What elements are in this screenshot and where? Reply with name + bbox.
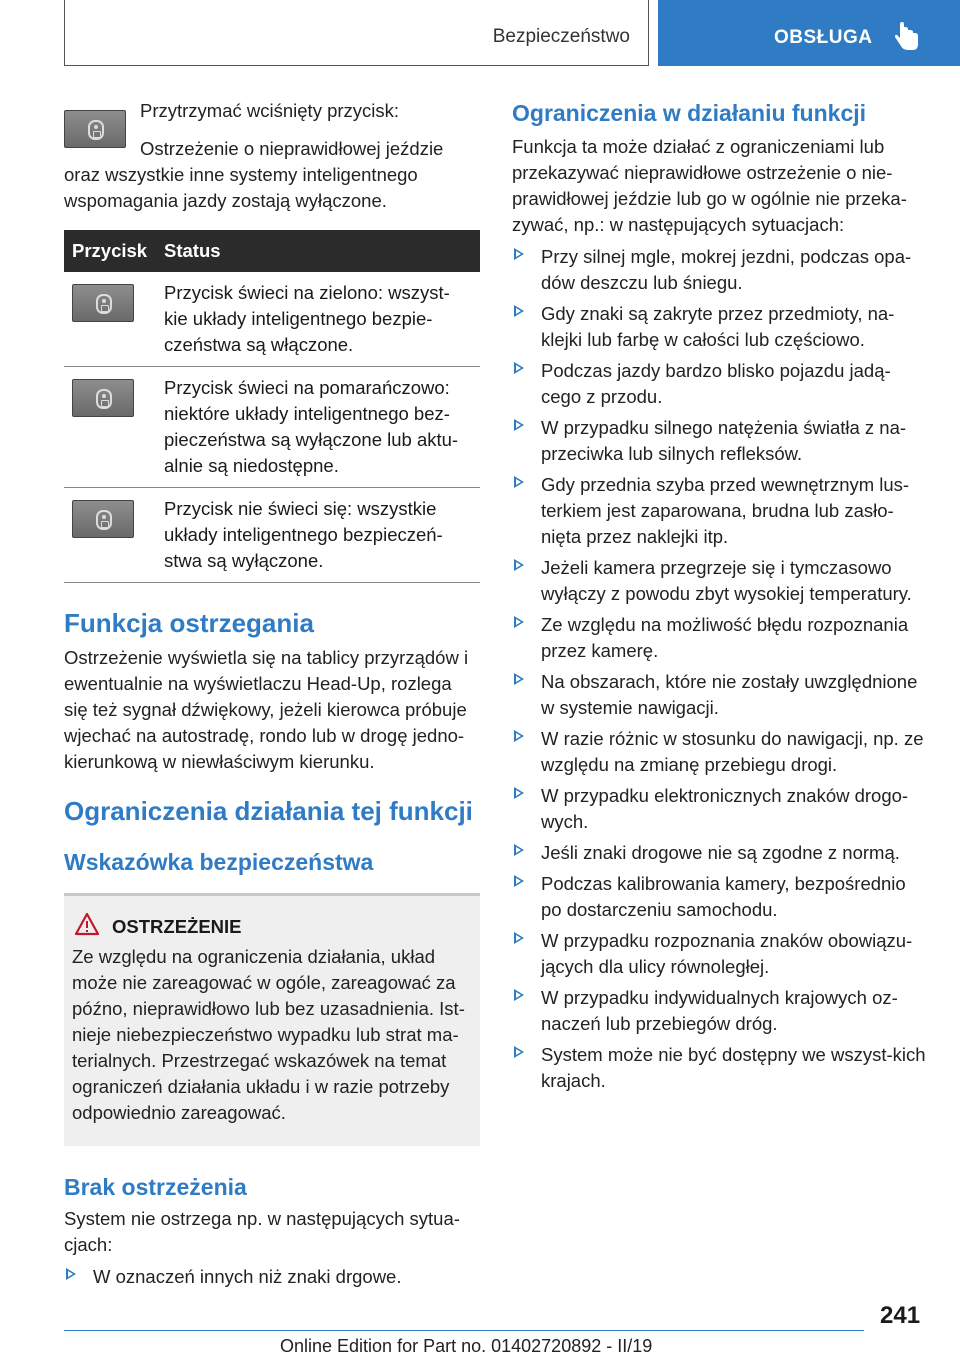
heading-brak-ostrzezenia: Brak ostrzeżenia bbox=[64, 1174, 247, 1200]
column-header-status: Status bbox=[156, 230, 480, 272]
bullet-arrow-icon bbox=[66, 1268, 76, 1280]
section-title: Bezpieczeństwo bbox=[492, 26, 630, 47]
list-item: W przypadku elektronicznych znaków drogo-wych. bbox=[512, 783, 928, 835]
hold-instruction bbox=[64, 98, 480, 230]
left-column bbox=[64, 98, 480, 1295]
list-item: W przypadku silnego natężenia światła z na-przeciwka lub silnych refleksów. bbox=[512, 415, 928, 467]
list-item: Przy silnej mgle, mokrej jezdni, podczas opa-dów deszczu lub śniegu. bbox=[512, 244, 928, 296]
status-text: Przycisk nie świeci się: wszystkie układy inteligentnego bezpieczeń-stwa są wyłączone. bbox=[156, 488, 480, 583]
bullet-arrow-icon bbox=[514, 419, 524, 431]
bullet-arrow-icon bbox=[514, 673, 524, 685]
column-header-przycisk: Przycisk bbox=[64, 230, 156, 272]
table-row bbox=[64, 488, 480, 583]
assist-button-off-icon bbox=[72, 500, 134, 538]
bullet-arrow-icon bbox=[514, 730, 524, 742]
warning-text: Ze względu na ograniczenia działania, układ może nie zareagować w ogóle, zareagować za późno, nieprawidłowo lub bez uzasadnienia. Ist-nieje niebezpieczeństwo wypadku lub strat ma-terialnych. Przestrzegać wskazówek na temat ograniczeń działania układu i w razie potrzeby odpowiednio zareagować. bbox=[72, 946, 465, 1123]
bullet-arrow-icon bbox=[514, 305, 524, 317]
paragraph-brak: System nie ostrzega np. w następujących sytua-cjach: bbox=[64, 1208, 460, 1255]
list-item: Ze względu na możliwość błędu rozpoznania przez kamerę. bbox=[512, 612, 928, 664]
page-number: 241 bbox=[880, 1302, 921, 1329]
list-item: W razie różnic w stosunku do nawigacji, np. ze względu na zmianę przebiegu drogi. bbox=[512, 726, 928, 778]
heading-ograniczenia: Ograniczenia działania tej funkcji bbox=[64, 796, 473, 826]
hold-label: Przytrzymać wciśnięty przycisk: bbox=[140, 100, 400, 121]
list-item: Podczas jazdy bardzo blisko pojazdu jadą-cego z przodu. bbox=[512, 358, 928, 410]
bullet-arrow-icon bbox=[514, 932, 524, 944]
bullet-arrow-icon bbox=[514, 875, 524, 887]
bullet-arrow-icon bbox=[514, 616, 524, 628]
warning-triangle-icon bbox=[74, 912, 100, 936]
list-item: Na obszarach, które nie zostały uwzględnione w systemie nawigacji. bbox=[512, 669, 928, 721]
status-text: Przycisk świeci na pomarańczowo: niektóre układy inteligentnego bez-pieczeństwa są wyłączone lub aktu-alnie są niedostępne. bbox=[156, 367, 480, 488]
bullet-arrow-icon bbox=[514, 476, 524, 488]
situations-list bbox=[512, 244, 928, 1094]
pointing-hand-icon bbox=[894, 22, 920, 52]
list-item: System może nie być dostępny we wszyst-kich krajach. bbox=[512, 1042, 928, 1094]
bullet-arrow-icon bbox=[514, 559, 524, 571]
hold-description: Ostrzeżenie o nieprawidłowej jeździe oraz wszystkie inne systemy inteligentnego wspomagania jazdy zostają wyłączone. bbox=[64, 138, 444, 211]
bullet-arrow-icon bbox=[514, 787, 524, 799]
warning-box bbox=[64, 893, 480, 1146]
assist-button-orange-icon bbox=[72, 379, 134, 417]
list-item: W przypadku indywidualnych krajowych oz-naczeń lub przebiegów dróg. bbox=[512, 985, 928, 1037]
list-item: Gdy przednia szyba przed wewnętrznym lus-terkiem jest zaparowana, brudna lub zasło-nięta przez naklejki itp. bbox=[512, 472, 928, 550]
heading-ograniczenia-w-dzialaniu: Ograniczenia w działaniu funkcji bbox=[512, 100, 867, 126]
list-item: Jeśli znaki drogowe nie są zgodne z normą. bbox=[512, 840, 928, 866]
bullet-arrow-icon bbox=[514, 1046, 524, 1058]
tab-obsluga[interactable] bbox=[658, 0, 960, 66]
assist-button-green-icon bbox=[72, 284, 134, 322]
brak-list bbox=[64, 1264, 480, 1290]
warning-title: OSTRZEŻENIE bbox=[112, 916, 242, 937]
table-row bbox=[64, 367, 480, 488]
paragraph-ograniczenia: Funkcja ta może działać z ograniczeniami lub przekazywać nieprawidłowe ostrzeżenie o nie-prawidłowej jeździe lub go w ogólnie nie przeka-zywać, np.: w następujących sytuacjach: bbox=[512, 136, 907, 235]
list-item: Gdy znaki są zakryte przez przedmioty, na-klejki lub farbę w całości lub częściowo. bbox=[512, 301, 928, 353]
list-item: Podczas kalibrowania kamery, bezpośrednio po dostarczeniu samochodu. bbox=[512, 871, 928, 923]
bullet-arrow-icon bbox=[514, 989, 524, 1001]
bullet-arrow-icon bbox=[514, 248, 524, 260]
status-table bbox=[64, 230, 480, 583]
table-row bbox=[64, 272, 480, 367]
warning-title-row bbox=[112, 916, 472, 938]
footer-divider bbox=[64, 1330, 864, 1331]
tab-label: OBSŁUGA bbox=[774, 27, 873, 48]
bullet-arrow-icon bbox=[514, 844, 524, 856]
bullet-arrow-icon bbox=[514, 362, 524, 374]
right-column bbox=[512, 98, 928, 1099]
list-item: W przypadku rozpoznania znaków obowiązu-jących dla ulicy równoległej. bbox=[512, 928, 928, 980]
edition-text: Online Edition for Part no. 01402720892 - II/19 bbox=[280, 1336, 653, 1356]
heading-funkcja-ostrzegania: Funkcja ostrzegania bbox=[64, 608, 314, 638]
status-text: Przycisk świeci na zielono: wszyst-kie układy inteligentnego bezpie-czeństwa są włączone. bbox=[156, 272, 480, 367]
heading-wskazowka: Wskazówka bezpieczeństwa bbox=[64, 849, 374, 875]
paragraph-funkcja: Ostrzeżenie wyświetla się na tablicy przyrządów i ewentualnie na wyświetlaczu Head-Up, rozlega się też sygnał dźwiękowy, jeżeli kierowca próbuje wjechać na autostradę, rondo lub w drogę jedno-kierunkową w niewłaściwym kierunku. bbox=[64, 647, 469, 772]
list-item: W oznaczeń innych niż znaki drgowe. bbox=[64, 1264, 480, 1290]
list-item: Jeżeli kamera przegrzeje się i tymczasowo wyłączy z powodu zbyt wysokiej temperatury. bbox=[512, 555, 928, 607]
